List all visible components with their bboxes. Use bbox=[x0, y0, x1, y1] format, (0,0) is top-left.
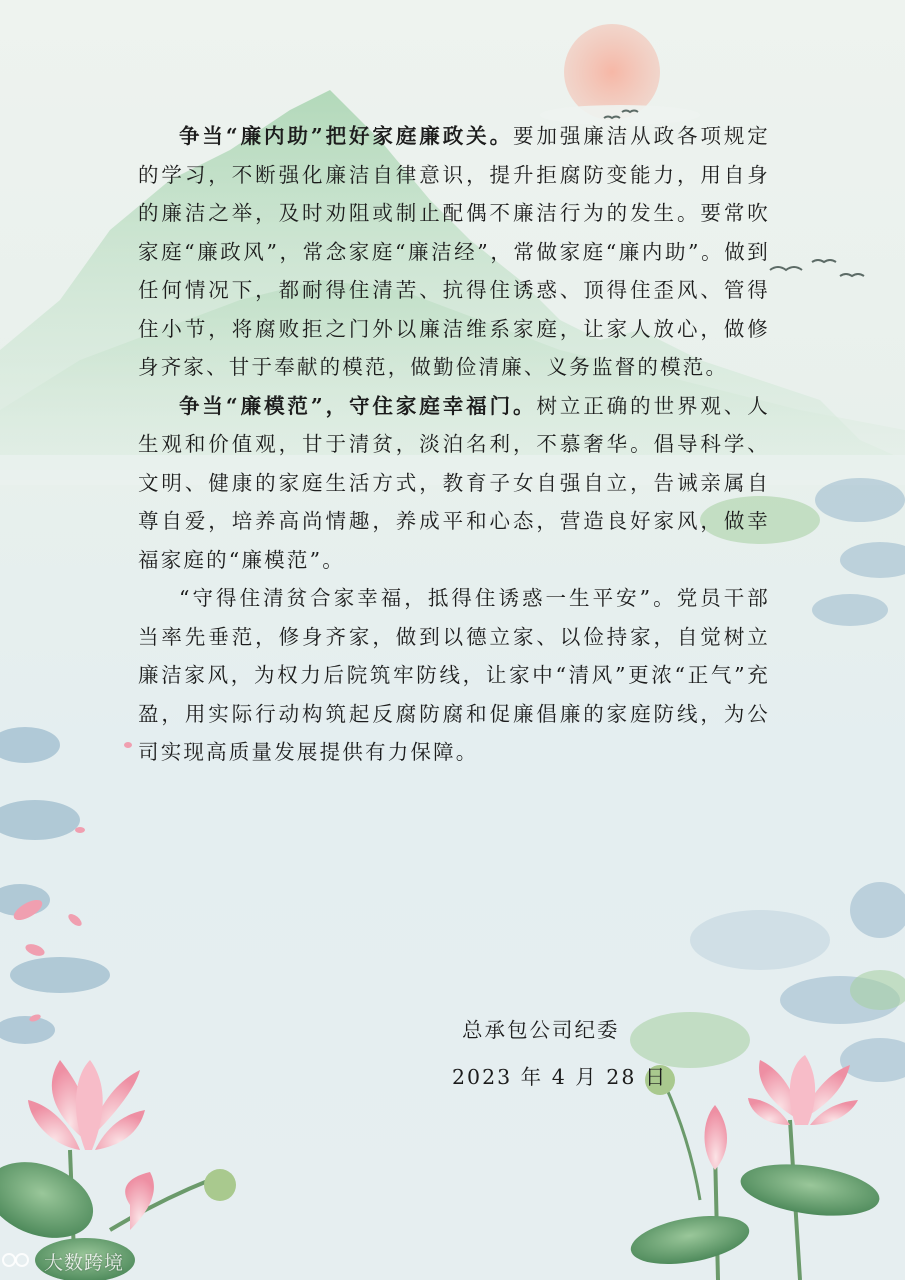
paragraph-3-text: “守得住清贫合家幸福，抵得住诱惑一生平安”。党员干部当率先垂范，修身齐家，做到以德立家、以俭持家，自觉树立廉洁家风，为权力后院筑牢防线，让家中“清风”更浓“正气”充盈，用实际行动构筑起反腐防腐和促廉倡廉的家庭防线，为公司实现高质量发展提供有力保障。 bbox=[138, 586, 770, 764]
watermark-text: 大数跨境 bbox=[44, 1252, 125, 1274]
signature-organization: 总承包公司纪委 bbox=[462, 1018, 620, 1042]
paragraph-2 bbox=[138, 387, 770, 580]
watermark-logo-icon bbox=[0, 1250, 42, 1270]
paragraph-1-text: 要加强廉洁从政各项规定的学习，不断强化廉洁自律意识，提升拒腐防变能力，用自身的廉洁之举，及时劝阻或制止配偶不廉洁行为的发生。要常吹家庭“廉政风”，常念家庭“廉洁经”，常做家庭“廉内助”。做到任何情况下，都耐得住清苦、抗得住诱惑、顶得住歪风、管得住小节，将腐败拒之门外以廉洁维系家庭，让家人放心，做修身齐家、甘于奉献的模范，做勤俭清廉、义务监督的模范。 bbox=[138, 124, 770, 379]
left-leaves-decoration bbox=[0, 727, 110, 1044]
paragraph-2-heading: 争当“廉模范”，守住家庭幸福门。 bbox=[179, 393, 537, 418]
paragraph-1-heading: 争当“廉内助”把好家庭廉政关。 bbox=[179, 124, 514, 148]
signature-date: 2023 年 4 月 28 日 bbox=[452, 1065, 668, 1089]
letter-body bbox=[138, 117, 770, 772]
lotus-left bbox=[0, 1060, 236, 1280]
paragraph-2-text: 树立正确的世界观、人生观和价值观，甘于清贫，淡泊名利，不慕奢华。倡导科学、文明、健康的家庭生活方式，教育子女自强自立，告诫亲属自尊自爱，培养高尚情趣，养成平和心态，营造良好家风，做幸福家庭的“廉模范”。 bbox=[138, 393, 770, 572]
paragraph-3 bbox=[138, 579, 770, 772]
paragraph-1 bbox=[138, 117, 770, 387]
